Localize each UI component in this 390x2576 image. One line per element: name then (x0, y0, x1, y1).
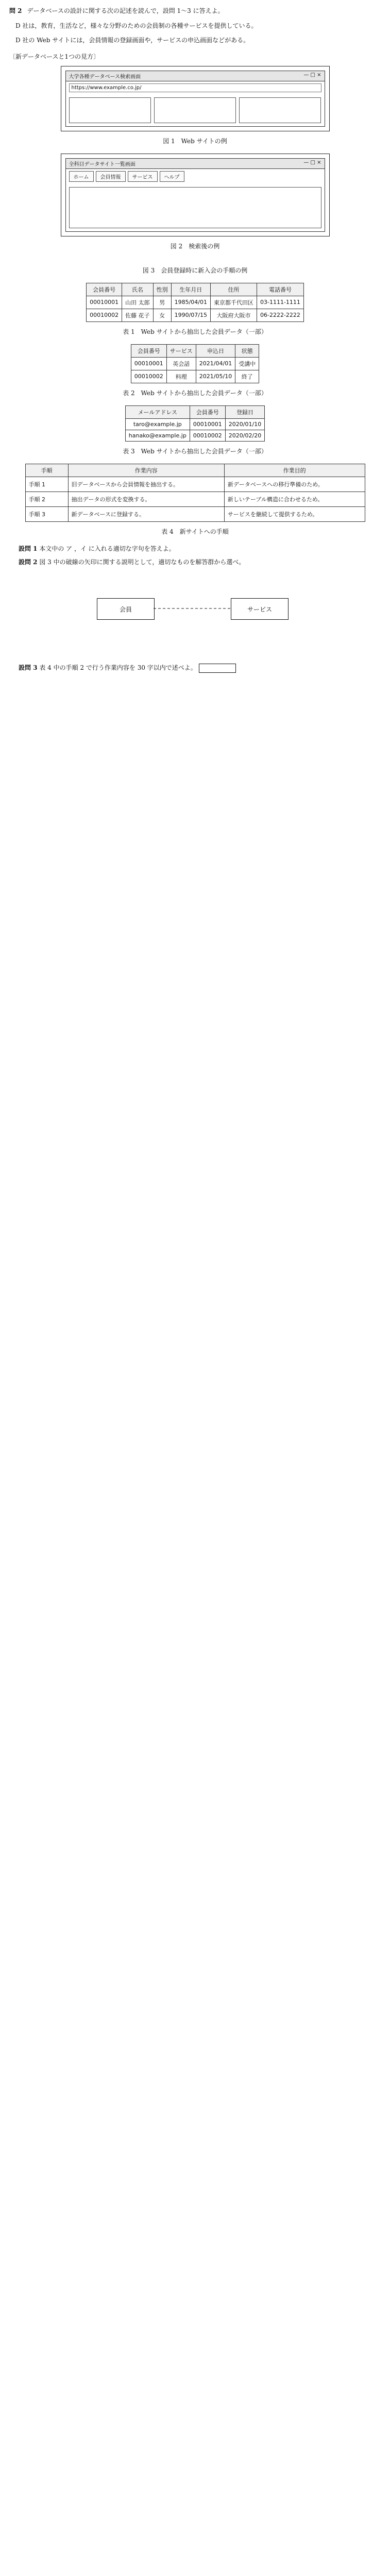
url-bar[interactable]: https://www.example.co.jp/ (69, 83, 321, 92)
table-cell: 終了 (235, 370, 259, 383)
table-cell: 2021/05/10 (196, 370, 235, 383)
section-title-1: 〔新データベースと1つの見方〕 (9, 53, 100, 60)
table-row (131, 357, 259, 370)
table-4-header-2: 作業目的 (224, 464, 365, 477)
table-4-header-1: 作業内容 (68, 464, 224, 477)
table-2-header-0: 会員番号 (131, 344, 166, 357)
figure-2-caption: 図 2 検索後の例 (170, 242, 220, 250)
table-2-header-2: 申込日 (196, 344, 235, 357)
table-3-header-1: 会員番号 (190, 405, 225, 418)
table-row (25, 492, 365, 506)
table-cell: 06-2222-2222 (257, 309, 303, 321)
table-cell: 00010001 (131, 357, 166, 370)
table-cell: 00010002 (87, 309, 122, 321)
table-cell: taro@example.jp (125, 418, 190, 430)
entity-service: サービス (231, 598, 289, 620)
question-3-text: 表 4 中の手順 2 で行う作業内容を 30 字以内で述べよ。 (39, 664, 197, 672)
table-1-header-2: 性別 (153, 283, 171, 296)
table-cell: 00010002 (131, 370, 166, 383)
tab-service[interactable]: サービス (128, 171, 158, 182)
question-1-title: 設問 1 (19, 545, 38, 552)
table-1-header-4: 住所 (210, 283, 257, 296)
table-cell: 東京都千代田区 (210, 296, 257, 309)
table-2 (131, 344, 259, 383)
table-1-caption: 表 1 Web サイトから抽出した会員データ（一部） (123, 328, 267, 335)
table-1-header-3: 生年月日 (171, 283, 210, 296)
table-cell: 03-1111-1111 (257, 296, 303, 309)
window-titlebar-2 (66, 159, 325, 169)
entity-member: 会員 (97, 598, 155, 620)
table-row (87, 296, 304, 309)
table-1-header-1: 氏名 (122, 283, 154, 296)
table-cell: 2021/04/01 (196, 357, 235, 370)
window-controls: — □ × (303, 72, 321, 78)
figure-2 (61, 154, 330, 236)
table-cell: 1990/07/15 (171, 309, 210, 321)
table-cell: 2020/02/20 (225, 430, 264, 441)
intro-paragraph-1: D 社は，教育，生活など，様々な分野のための会員制の各種サービスを提供している。 (15, 22, 258, 30)
question-title: データベースの設計に関する次の記述を読んで，設問 1～3 に答えよ。 (27, 7, 224, 14)
table-2-caption: 表 2 Web サイトから抽出した会員データ（一部） (123, 389, 267, 397)
table-cell: 新データベースへの移行準備のため。 (224, 477, 365, 492)
content-box-left (69, 97, 151, 123)
table-cell: 手順 3 (25, 506, 68, 521)
table-1-header-5: 電話番号 (257, 283, 303, 296)
tab-home[interactable]: ホーム (69, 171, 94, 182)
table-cell: サービスを継続して提供するため。 (224, 506, 365, 521)
window-title-2: 全科目データサイト一覧画面 (69, 161, 135, 167)
table-cell: 00010001 (87, 296, 122, 309)
table-cell: 英会話 (166, 357, 196, 370)
question-2 (19, 557, 381, 568)
mock-window-2 (65, 158, 325, 232)
table-row (87, 309, 304, 321)
table-row (131, 370, 259, 383)
intro-paragraph-2: D 社の Web サイトには，会員情報の登録画面や，サービスの申込画面などがある。 (15, 36, 250, 44)
question-2-text: 図 3 中の破線の矢印に関する説明として，適切なものを解答群から選べ。 (39, 558, 245, 566)
table-cell: 1985/04/01 (171, 296, 210, 309)
window-titlebar (66, 71, 325, 81)
table-cell: 大阪府大阪市 (210, 309, 257, 321)
table-cell: 00010002 (190, 430, 225, 441)
window-body-2 (66, 184, 325, 231)
table-3-caption: 表 3 Web サイトから抽出した会員データ（一部） (123, 447, 267, 455)
table-3-header-0: メールアドレス (125, 405, 190, 418)
question-1 (19, 544, 381, 554)
table-cell: 抽出データの形式を変換する。 (68, 492, 224, 506)
table-cell: 2020/01/10 (225, 418, 264, 430)
window-body (66, 94, 325, 126)
answer-box[interactable] (199, 664, 236, 673)
content-box-right (239, 97, 321, 123)
table-cell: 新しいテーブル構造に合わせるため。 (224, 492, 365, 506)
table-1-header-0: 会員番号 (87, 283, 122, 296)
table-3 (125, 405, 265, 442)
table-row (25, 506, 365, 521)
table-cell: 受講中 (235, 357, 259, 370)
table-row (125, 430, 264, 441)
figure-1-caption: 図 1 Web サイトの例 (163, 137, 227, 145)
figure-1 (61, 66, 330, 131)
tab-bar (69, 171, 321, 182)
question-number: 問 2 (9, 7, 22, 14)
table-row (25, 477, 365, 492)
figure-3-caption: 図 3 会員登録時に新入会の手順の例 (142, 266, 248, 274)
content-box-middle (154, 97, 236, 123)
mock-window (65, 71, 325, 127)
table-3-header-2: 登録日 (225, 405, 264, 418)
question-3-title: 設問 3 (19, 664, 38, 672)
table-cell: 女 (153, 309, 171, 321)
table-cell: 佐藤 花子 (122, 309, 154, 321)
table-2-header-1: サービス (166, 344, 196, 357)
tab-help[interactable]: ヘルプ (160, 171, 184, 182)
question-header (9, 6, 381, 16)
table-2-header-3: 状態 (235, 344, 259, 357)
table-cell: 手順 1 (25, 477, 68, 492)
content-box-main (69, 187, 321, 228)
question-3 (19, 663, 381, 673)
table-row (125, 418, 264, 430)
relationship-lines (9, 572, 380, 655)
table-cell: 新データベースに登録する。 (68, 506, 224, 521)
table-cell: 00010001 (190, 418, 225, 430)
table-1 (86, 283, 304, 322)
table-cell: 料理 (166, 370, 196, 383)
window-title: 大学各種データベース検索画面 (69, 74, 141, 80)
table-cell: hanako@example.jp (125, 430, 190, 441)
table-4 (25, 464, 365, 522)
table-4-caption: 表 4 新サイトへの手順 (161, 528, 229, 535)
question-2-title: 設問 2 (19, 558, 38, 566)
table-cell: 手順 2 (25, 492, 68, 506)
table-cell: 男 (153, 296, 171, 309)
tab-member[interactable]: 会員情報 (96, 171, 126, 182)
window-controls-2: — □ × (303, 159, 321, 165)
table-4-header-0: 手順 (25, 464, 68, 477)
question-1-text: 本文中の ア ，イ に入れる適切な字句を答えよ。 (39, 545, 175, 552)
table-cell: 山田 太郎 (122, 296, 154, 309)
entity-diagram (9, 572, 381, 655)
table-cell: 旧データベースから会員情報を抽出する。 (68, 477, 224, 492)
